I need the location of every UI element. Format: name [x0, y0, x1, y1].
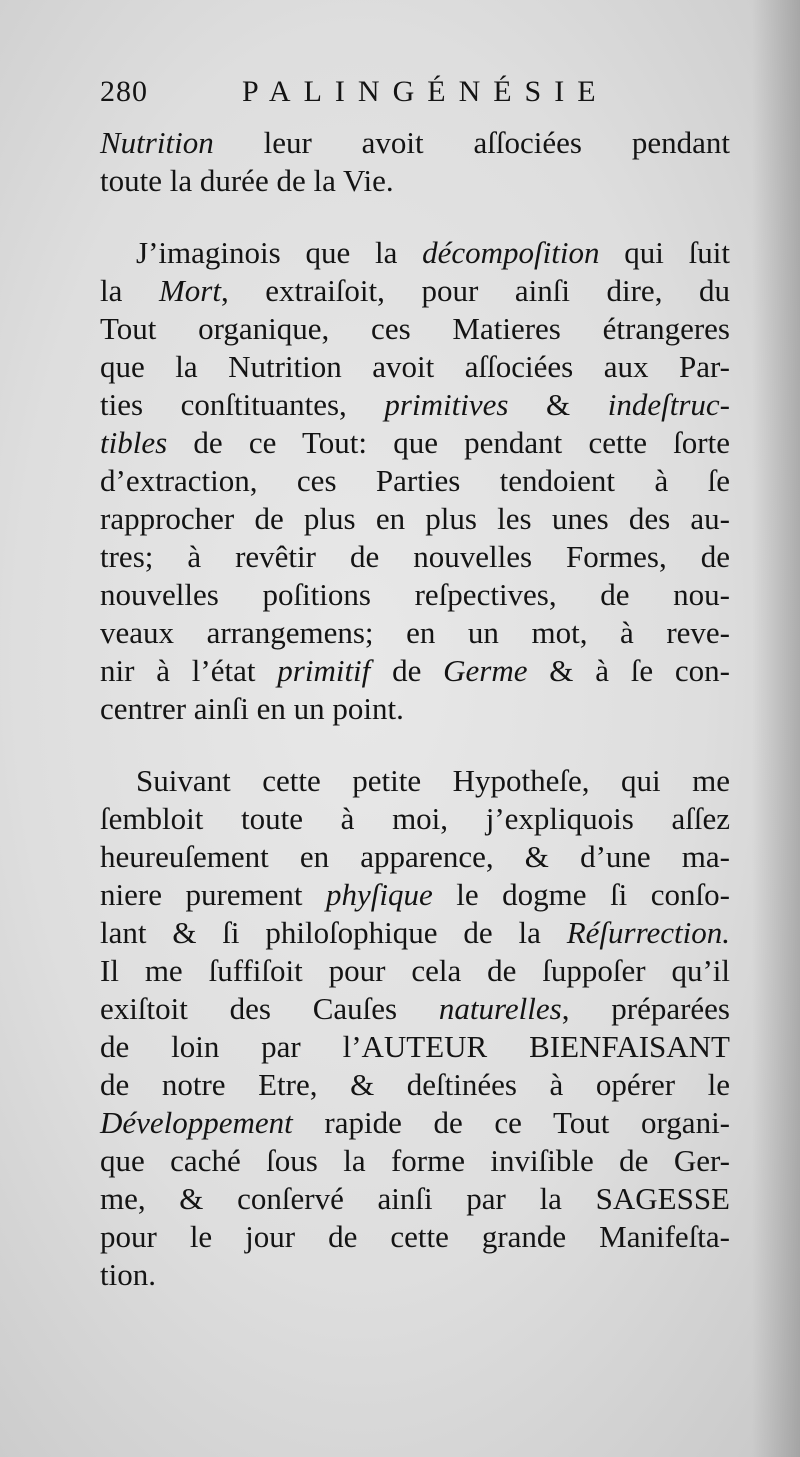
text-run: leur avoit aſſociées pendant	[213, 125, 730, 160]
text-run: J’imaginois que la	[136, 235, 423, 270]
paragraph	[100, 762, 730, 1294]
text-line	[100, 1066, 730, 1104]
text-line	[100, 162, 730, 200]
italic-run: Développement	[100, 1105, 293, 1140]
text-run: tres; à revêtir de nouvelles Formes, de	[100, 539, 730, 574]
text-line	[100, 234, 730, 272]
text-run: nouvelles poſitions reſpectives, de nou-	[100, 577, 730, 612]
text-run: nir à l’état	[100, 653, 278, 688]
paragraph-gap	[100, 200, 730, 234]
italic-run: indeſtruc-	[607, 387, 730, 422]
italic-run: primitif	[277, 653, 371, 688]
text-run: que la Nutrition avoit aſſociées aux Par-	[100, 349, 730, 384]
text-line	[100, 462, 730, 500]
text-line	[100, 424, 730, 462]
text-line	[100, 576, 730, 614]
text-line	[100, 914, 730, 952]
text-run: Suivant cette petite Hypotheſe, qui me	[136, 763, 730, 798]
text-run: la	[100, 273, 159, 308]
text-run: toute la durée de la Vie.	[100, 163, 394, 198]
italic-run: naturelles	[438, 991, 562, 1026]
page-edge-shadow	[752, 0, 800, 1457]
text-line	[100, 1028, 730, 1066]
text-line	[100, 348, 730, 386]
text-run: centrer ainſi en un point.	[100, 691, 404, 726]
text-line	[100, 1104, 730, 1142]
text-run: de	[370, 653, 444, 688]
text-run: rapprocher de plus en plus les unes des au-	[100, 501, 730, 536]
text-run: niere purement	[100, 877, 327, 912]
text-line	[100, 538, 730, 576]
text-line	[100, 838, 730, 876]
text-run: de loin par l’AUTEUR BIENFAISANT	[100, 1029, 730, 1064]
italic-run: Germe	[443, 653, 528, 688]
page-header	[100, 72, 740, 112]
text-run: ſembloit toute à moi, j’expliquois aſſez	[100, 801, 730, 836]
text-run: Tout organique, ces Matieres étrangeres	[100, 311, 730, 346]
italic-run: primitives	[384, 387, 509, 422]
text-run: que caché ſous la forme inviſible de Ger-	[100, 1143, 730, 1178]
text-line	[100, 614, 730, 652]
paragraph	[100, 234, 730, 728]
text-line	[100, 1218, 730, 1256]
text-line	[100, 1180, 730, 1218]
paragraph	[100, 124, 730, 200]
text-line	[100, 652, 730, 690]
text-run: , extraiſoit, pour ainſi dire, du	[220, 273, 730, 308]
text-run: , préparées	[561, 991, 730, 1026]
text-line	[100, 124, 730, 162]
body-text	[100, 124, 730, 1294]
text-run: tion.	[100, 1257, 156, 1292]
italic-run: phyſique	[326, 877, 433, 912]
text-line	[100, 272, 730, 310]
text-run: Il me ſuffiſoit pour cela de ſuppoſer qu’il	[100, 953, 730, 988]
text-run: & à ſe con-	[527, 653, 731, 688]
text-run: veaux arrangemens; en un mot, à reve-	[100, 615, 730, 650]
italic-run: décompoſition	[422, 235, 600, 270]
text-line	[100, 500, 730, 538]
italic-run: Nutrition	[100, 125, 214, 160]
text-line	[100, 762, 730, 800]
text-run: d’extraction, ces Parties tendoient à ſe	[100, 463, 730, 498]
text-run: rapide de ce Tout organi-	[292, 1105, 730, 1140]
paragraph-gap	[100, 728, 730, 762]
text-run: qui ſuit	[599, 235, 731, 270]
italic-run: Mort	[158, 273, 221, 308]
text-line	[100, 800, 730, 838]
text-line	[100, 990, 730, 1028]
italic-run: tibles	[100, 425, 168, 460]
text-line	[100, 1256, 730, 1294]
italic-run: Réſurrection.	[566, 915, 730, 950]
text-run: heureuſement en apparence, & d’une ma-	[100, 839, 730, 874]
text-run: de notre Etre, & deſtinées à opérer le	[100, 1067, 730, 1102]
text-line	[100, 310, 730, 348]
text-run: lant & ſi philoſophique de la	[100, 915, 567, 950]
text-run: pour le jour de cette grande Manifeſta-	[100, 1219, 730, 1254]
text-run: exiſtoit des Cauſes	[100, 991, 439, 1026]
text-run: ties conſtituantes,	[100, 387, 385, 422]
text-line	[100, 1142, 730, 1180]
text-run: me, & conſervé ainſi par la SAGESSE	[100, 1181, 730, 1216]
running-title: PALINGÉNÉSIE	[242, 75, 609, 108]
text-run: le dogme ſi conſo-	[432, 877, 730, 912]
text-line	[100, 952, 730, 990]
text-run: &	[508, 387, 608, 422]
text-line	[100, 386, 730, 424]
text-line	[100, 690, 730, 728]
page-number: 280	[100, 75, 148, 108]
text-run: de ce Tout: que pendant cette ſorte	[167, 425, 730, 460]
text-line	[100, 876, 730, 914]
